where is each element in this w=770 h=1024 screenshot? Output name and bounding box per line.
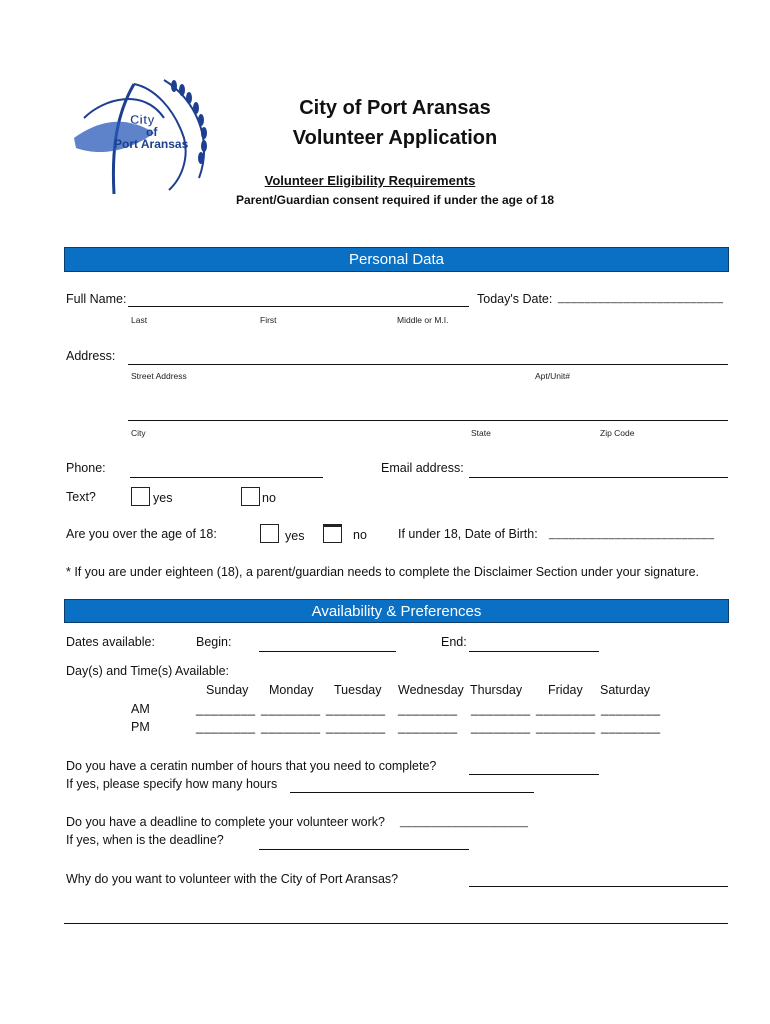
am-monday-field[interactable]: ________	[261, 702, 321, 716]
city-state-zip-field[interactable]	[128, 420, 728, 421]
first-name-caption: First	[260, 315, 277, 325]
day-tuesday: Tuesday	[334, 683, 382, 697]
zip-code-caption: Zip Code	[600, 428, 635, 438]
over-18-yes-label: yes	[285, 529, 305, 543]
am-friday-field[interactable]: ________	[536, 702, 596, 716]
begin-date-field[interactable]	[259, 651, 396, 652]
day-thursday: Thursday	[470, 683, 523, 697]
am-thursday-field[interactable]: ________	[471, 702, 531, 716]
personal-data-header: Personal Data	[64, 247, 729, 272]
email-label: Email address:	[381, 461, 464, 475]
day-sunday: Sunday	[206, 683, 249, 697]
am-tuesday-field[interactable]: ________	[326, 702, 386, 716]
deadline-when-label: If yes, when is the deadline?	[66, 833, 224, 847]
street-address-caption: Street Address	[131, 371, 187, 381]
over-18-no-label: no	[353, 528, 367, 542]
deadline-field[interactable]: ____________________	[400, 816, 529, 828]
dates-available-label: Dates available:	[66, 635, 155, 649]
begin-label: Begin:	[196, 635, 232, 649]
availability-header: Availability & Preferences	[64, 599, 729, 623]
text-label: Text?	[66, 490, 96, 504]
over-18-yes-checkbox[interactable]	[260, 524, 279, 543]
pm-wednesday-field[interactable]: ________	[398, 720, 458, 734]
text-no-label: no	[262, 491, 276, 505]
am-label: AM	[131, 702, 150, 716]
email-field[interactable]	[469, 477, 728, 478]
phone-field[interactable]	[130, 477, 323, 478]
eligibility-heading: Volunteer Eligibility Requirements	[264, 173, 476, 188]
deadline-question: Do you have a deadline to complete your volunteer work?	[66, 815, 385, 829]
hours-needed-field[interactable]	[469, 774, 599, 775]
text-no-checkbox[interactable]	[241, 487, 260, 506]
consent-note: Parent/Guardian consent required if under the age of 18	[235, 193, 555, 207]
hours-amount-field[interactable]	[290, 792, 534, 793]
over-18-label: Are you over the age of 18:	[66, 527, 217, 541]
full-name-field[interactable]	[128, 306, 469, 307]
am-sunday-field[interactable]: ________	[196, 702, 256, 716]
title-line-1: City of Port Aransas	[299, 97, 491, 119]
pm-friday-field[interactable]: ________	[536, 720, 596, 734]
days-times-label: Day(s) and Time(s) Available:	[66, 664, 230, 678]
why-volunteer-field-1[interactable]	[469, 886, 728, 887]
day-wednesday: Wednesday	[398, 683, 464, 697]
svg-text:Port Aransas: Port Aransas	[114, 137, 189, 151]
dob-field[interactable]: _________________________	[549, 528, 715, 540]
last-name-caption: Last	[131, 315, 148, 325]
day-saturday: Saturday	[600, 683, 651, 697]
day-friday: Friday	[548, 683, 583, 697]
why-volunteer-field-2[interactable]	[64, 923, 728, 924]
phone-label: Phone:	[66, 461, 106, 475]
full-name-label: Full Name:	[66, 292, 127, 306]
text-yes-label: yes	[153, 491, 173, 505]
pm-label: PM	[131, 720, 150, 734]
pm-monday-field[interactable]: ________	[261, 720, 321, 734]
am-wednesday-field[interactable]: ________	[398, 702, 458, 716]
svg-text:of: of	[146, 125, 158, 139]
deadline-date-field[interactable]	[259, 849, 469, 850]
svg-text:City: City	[130, 112, 155, 127]
end-date-field[interactable]	[469, 651, 599, 652]
pm-saturday-field[interactable]: ________	[601, 720, 661, 734]
am-saturday-field[interactable]: ________	[601, 702, 661, 716]
street-address-field[interactable]	[128, 364, 728, 365]
hours-specify-label: If yes, please specify how many hours	[66, 777, 278, 791]
hours-question: Do you have a ceratin number of hours that you need to complete?	[66, 759, 437, 773]
todays-date-label: Today's Date:	[477, 292, 553, 306]
why-volunteer-question: Why do you want to volunteer with the City of Port Aransas?	[66, 872, 399, 886]
todays-date-field[interactable]: _________________________	[558, 292, 724, 304]
middle-name-caption: Middle or M.I.	[397, 315, 449, 325]
minor-disclaimer-note: * If you are under eighteen (18), a parent/guardian needs to complete the Disclaimer Section under your signature.	[66, 565, 700, 579]
over-18-no-checkbox[interactable]	[323, 524, 342, 543]
apt-unit-caption: Apt/Unit#	[535, 371, 570, 381]
state-caption: State	[471, 428, 491, 438]
address-label: Address:	[66, 349, 116, 363]
end-label: End:	[441, 635, 467, 649]
day-monday: Monday	[269, 683, 314, 697]
pm-sunday-field[interactable]: ________	[196, 720, 256, 734]
title-line-2: Volunteer Application	[292, 127, 498, 149]
text-yes-checkbox[interactable]	[131, 487, 150, 506]
city-caption: City	[131, 428, 146, 438]
dob-label: If under 18, Date of Birth:	[398, 527, 538, 541]
pm-thursday-field[interactable]: ________	[471, 720, 531, 734]
pm-tuesday-field[interactable]: ________	[326, 720, 386, 734]
